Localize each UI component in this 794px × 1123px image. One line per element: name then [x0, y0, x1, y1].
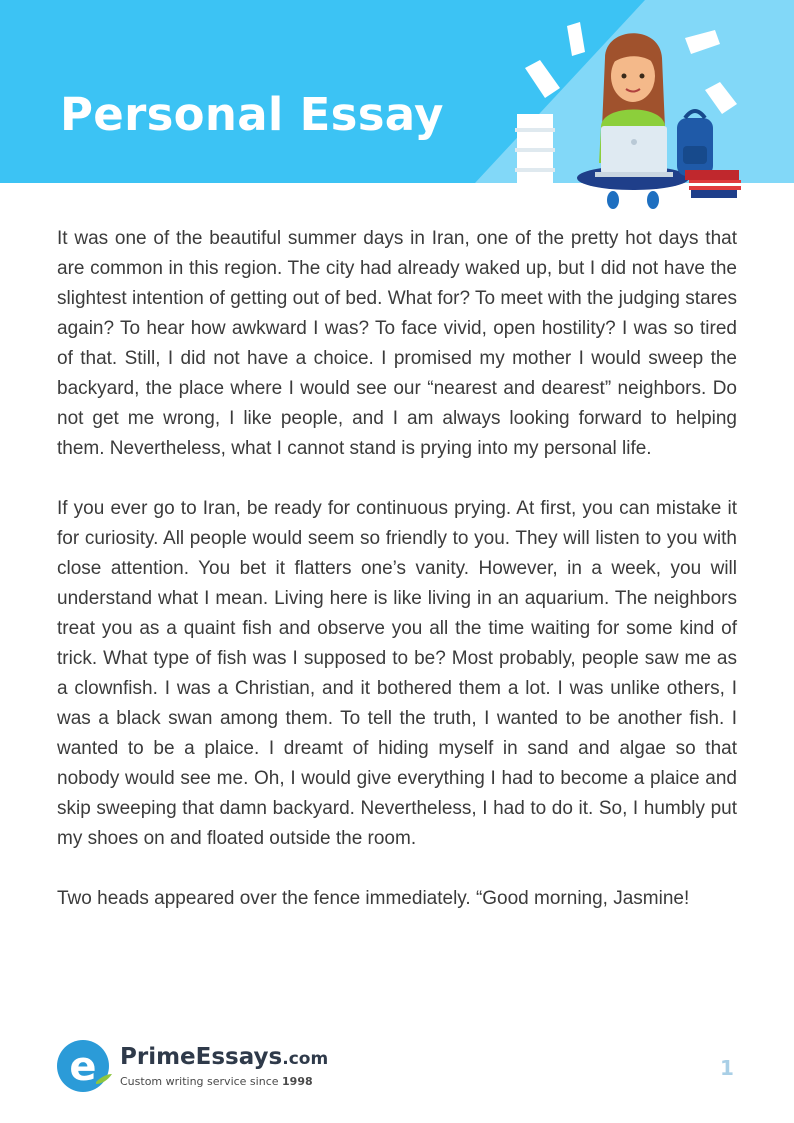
page-number: 1	[720, 1056, 734, 1080]
logo-letter: e	[69, 1044, 97, 1090]
page-title: Personal Essay	[60, 88, 444, 141]
essay-paragraph: If you ever go to Iran, be ready for continuous prying. At first, you can mistake it for curiosity. All people would seem so friendly to you. They will listen to you with close attention. You bet it flatters one’s vanity. However, in a week, you will understand what I mean. Living here is like living in an aquarium. The neighbors treat you as a quaint fish and observe you all the time waiting for some kind of trick. What type of fish was I supposed to be? Most probably, people saw me as a clownfish. I was a Christian, and it bothered them a lot. I was unlike others, I was a black swan among them. To tell the truth, I wanted to be another fish. I wanted to be a plaice. I dreamt of hiding myself in sand and algae so that nobody would see me. Oh, I would give everything I had to become a plaice and skip sweeping that damn backyard. Nevertheless, I had to do it. So, I humbly put my shoes on and floated outside the room.	[57, 498, 737, 849]
essay-paragraph: It was one of the beautiful summer days in Iran, one of the pretty hot days that are common in this region. The city had already waked up, but I did not have the slightest intention of getting out of bed. What for? To meet with the judging stares again? To hear how awkward I was? To face vivid, open hostility? I was so tired of that. Still, I did not have a choice. I promised my mother I would sweep the backyard, the place where I would see our “nearest and dearest” neighbors. Do not get me wrong, I like people, and I am always looking forward to helping them. Nevertheless, what I cannot stand is prying into my personal life.	[57, 228, 737, 459]
brand-name-text: PrimeEssays	[120, 1044, 283, 1070]
e-letter-circle-icon	[56, 1038, 112, 1094]
girl-with-laptop-illustration	[505, 18, 755, 213]
essay-paragraph: Two heads appeared over the fence immediately. “Good morning, Jasmine!	[57, 888, 690, 909]
tagline-text: Custom writing service since	[120, 1075, 283, 1088]
brand-tagline	[120, 1075, 313, 1088]
brand-domain: .com	[282, 1049, 329, 1069]
tagline-year: 1998	[282, 1075, 313, 1088]
brand-name	[120, 1044, 328, 1070]
brand-logo[interactable]	[56, 1038, 356, 1098]
essay-body	[57, 224, 737, 944]
